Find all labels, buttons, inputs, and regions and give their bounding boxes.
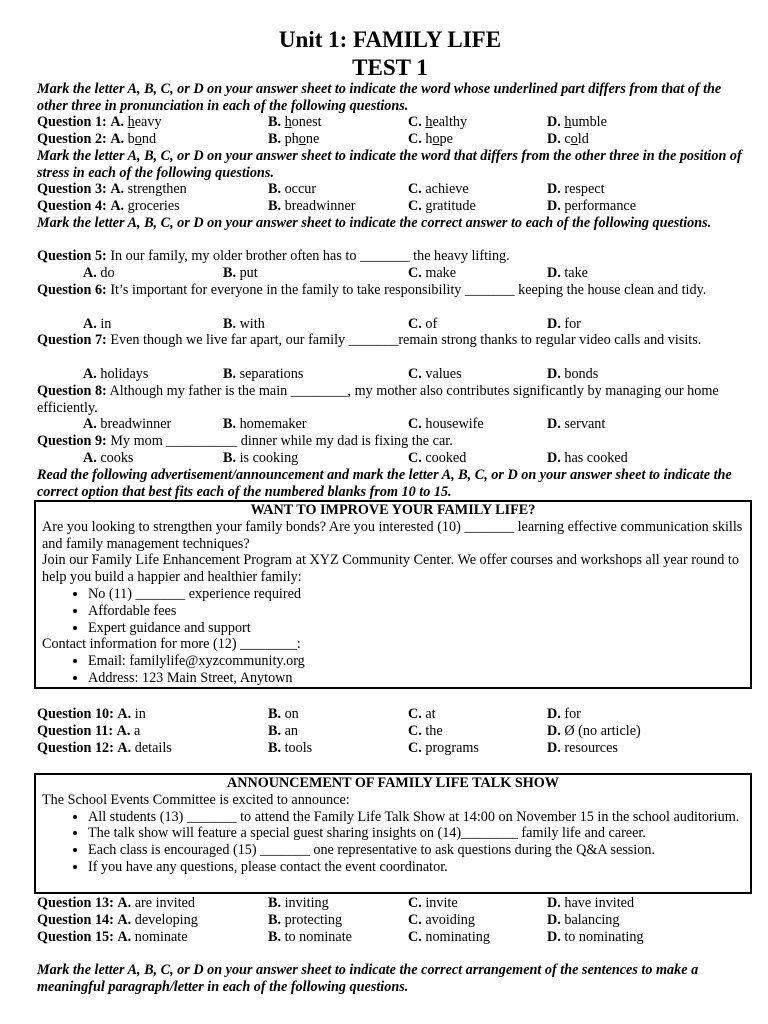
list-item: • No (11) _______ experience required <box>88 586 750 603</box>
question-stem: Question 8: Although my father is the main ________, my mother also contributes significantly by managing our home efficiently. <box>37 383 719 416</box>
question-row: Question 4: A. groceries B. breadwinner C. gratitude D. performance <box>37 198 637 214</box>
advertisement-list <box>36 586 750 636</box>
announcement-intro: The School Events Committee is excited to announce: <box>42 791 350 808</box>
list-item: • If you have any questions, please contact the event coordinator. <box>88 859 750 876</box>
options-row: A. in B. with C. of D. for <box>83 316 581 332</box>
contact-list <box>36 653 750 687</box>
list-item: • Expert guidance and support <box>88 620 750 637</box>
question-row: Question 13: A. are invited B. inviting C. invite D. have invited <box>37 895 635 911</box>
question-row: Question 12: A. details B. tools C. programs D. resources <box>37 740 618 756</box>
list-item: • Affordable fees <box>88 603 750 620</box>
question-row: Question 15: A. nominate B. to nominate C. nominating D. to nominating <box>37 929 644 945</box>
options-row: A. holidays B. separations C. values D. bonds <box>83 366 599 382</box>
list-item: • Each class is encouraged (15) _______ one representative to ask questions during the Q&A session. <box>88 842 750 859</box>
list-item: • Email: familylife@xyzcommunity.org <box>88 653 750 670</box>
advertisement-heading: WANT TO IMPROVE YOUR FAMILY LIFE? <box>250 502 536 518</box>
question-stem: Question 6: It’s important for everyone in the family to take responsibility _______ keeping the house clean and tidy. <box>37 282 707 298</box>
page-title: Unit 1: FAMILY LIFE <box>278 27 502 52</box>
question-row: Question 3: A. strengthen B. occur C. achieve D. respect <box>37 181 605 197</box>
instruction-reading: Read the following advertisement/announcement and mark the letter A, B, C, or D on your answer sheet to indicate the correct option that best fits each of the numbered blanks from 10 to 15. <box>37 467 732 500</box>
announcement-box <box>34 773 752 894</box>
advertisement-paragraph: Are you looking to strengthen your family bonds? Are you interested (10) _______ learning effective communication skills and family management techniques? <box>42 518 743 552</box>
question-row: Question 2: A. bond B. phone C. hope D. cold <box>37 131 589 147</box>
announcement-heading: ANNOUNCEMENT OF FAMILY LIFE TALK SHOW <box>227 775 559 791</box>
list-item: • All students (13) _______ to attend the Family Life Talk Show at 14:00 on November 15 in the school auditorium. <box>88 809 750 826</box>
announcement-list <box>36 809 750 876</box>
question-stem: Question 9: My mom __________ dinner while my dad is fixing the car. <box>37 433 453 449</box>
instruction-stress: Mark the letter A, B, C, or D on your answer sheet to indicate the word that differs from the other three in the position of stress in each of the following questions. <box>37 148 742 181</box>
question-row: Question 11: A. a B. an C. the D. Ø (no article) <box>37 723 641 739</box>
instruction-arrangement: Mark the letter A, B, C, or D on your answer sheet to indicate the correct arrangement of the sentences to make a meaningful paragraph/letter in each of the following questions. <box>37 962 699 995</box>
instruction-correct-answer: Mark the letter A, B, C, or D on your answer sheet to indicate the correct answer to each of the following questions. <box>37 215 712 231</box>
list-item: • Address: 123 Main Street, Anytown <box>88 670 750 687</box>
question-stem: Question 7: Even though we live far apart, our family _______remain strong thanks to regular video calls and visits. <box>37 332 702 348</box>
advertisement-paragraph: Join our Family Life Enhancement Program at XYZ Community Center. We offer courses and workshops all year round to help you build a happier and healthier family: <box>42 552 739 586</box>
list-item: • The talk show will feature a special guest sharing insights on (14)________ family life and career. <box>88 825 750 842</box>
question-row: Question 14: A. developing B. protecting C. avoiding D. balancing <box>37 912 620 928</box>
options-row: A. cooks B. is cooking C. cooked D. has cooked <box>83 450 628 466</box>
question-row: Question 10: A. in B. on C. at D. for <box>37 706 581 722</box>
advertisement-box <box>34 500 752 689</box>
options-row: A. do B. put C. make D. take <box>83 265 588 281</box>
question-row: Question 1: A. heavy B. honest C. healthy D. humble <box>37 114 607 130</box>
options-row: A. breadwinner B. homemaker C. housewife D. servant <box>83 416 606 432</box>
question-stem: Question 5: In our family, my older brother often has to _______ the heavy lifting. <box>37 248 510 264</box>
page-subtitle: TEST 1 <box>352 55 428 80</box>
advertisement-contact: Contact information for more (12) ________: <box>42 636 301 653</box>
instruction-pronunciation: Mark the letter A, B, C, or D on your answer sheet to indicate the word whose underlined part differs from that of the other three in pronunciation in each of the following questions. <box>37 81 722 114</box>
